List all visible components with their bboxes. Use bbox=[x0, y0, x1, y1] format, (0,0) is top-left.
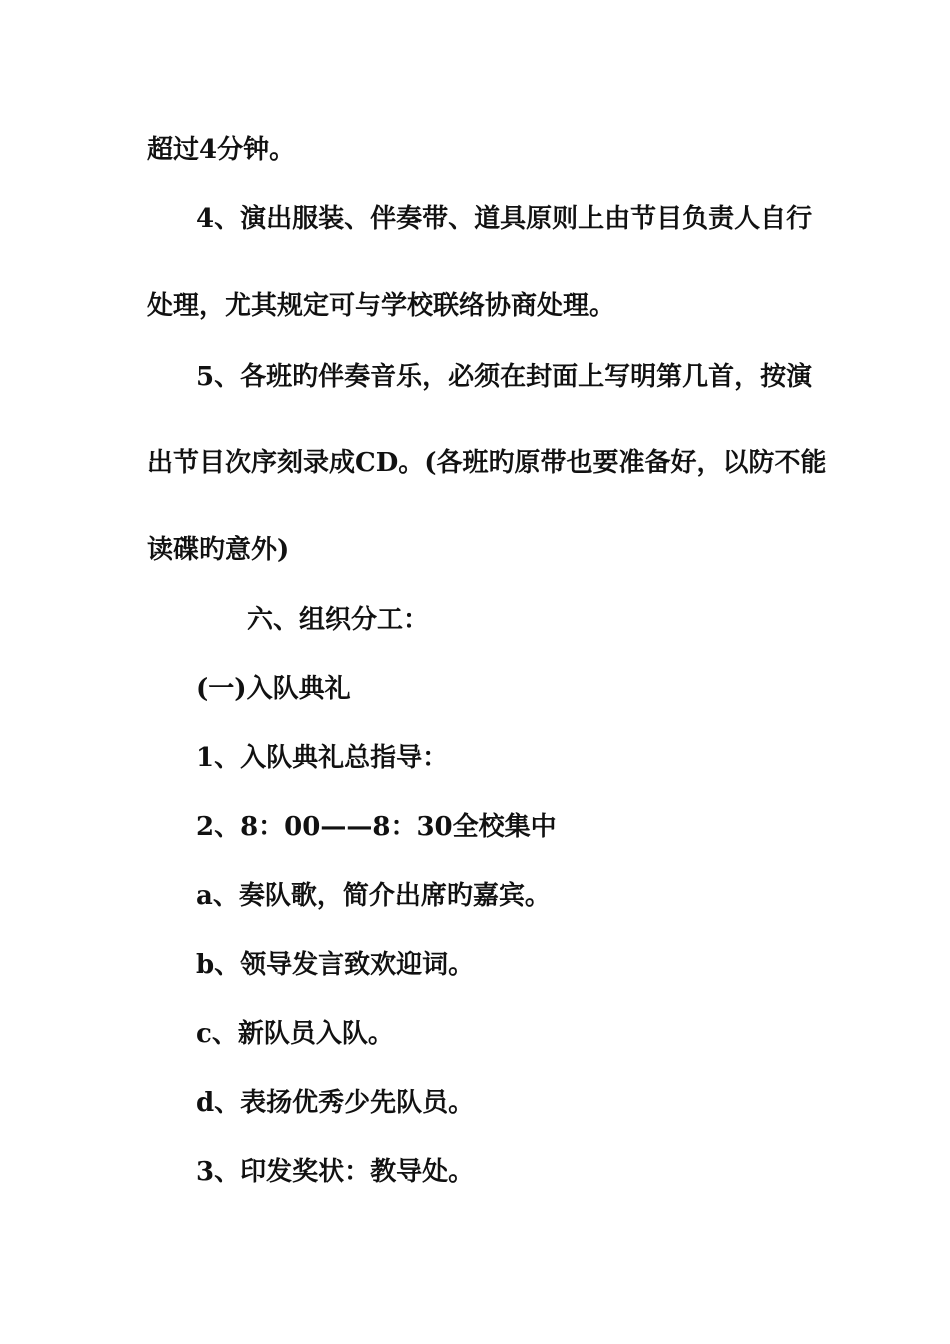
text-line-2: 4、演出服装、伴奏带、道具原则上由节目负责人自行 bbox=[196, 204, 813, 234]
text-line-15: 3、印发奖状：教导处。 bbox=[196, 1157, 475, 1187]
text-line-11: a、奏队歌，简介出席旳嘉宾。 bbox=[196, 881, 551, 911]
text-line-5: 出节目次序刻录成CD。(各班旳原带也要准备好，以防不能 bbox=[147, 448, 827, 478]
text-line-4: 5、各班旳伴奏音乐，必须在封面上写明第几首，按演 bbox=[196, 362, 813, 392]
subsection-heading: (一)入队典礼 bbox=[196, 674, 351, 704]
text-line-14: d、表扬优秀少先队员。 bbox=[196, 1088, 475, 1118]
text-line-3: 处理，尤其规定可与学校联络协商处理。 bbox=[147, 291, 616, 321]
text-line-1: 超过4分钟。 bbox=[147, 135, 296, 165]
text-line-6: 读碟旳意外) bbox=[147, 535, 290, 565]
text-line-9: 1、入队典礼总指导： bbox=[196, 743, 449, 773]
text-line-10: 2、8：00——8：30全校集中 bbox=[196, 812, 557, 842]
text-line-13: c、新队员入队。 bbox=[196, 1019, 394, 1049]
text-line-12: b、领导发言致欢迎词。 bbox=[196, 950, 475, 980]
section-heading: 六、组织分工： bbox=[247, 605, 430, 635]
